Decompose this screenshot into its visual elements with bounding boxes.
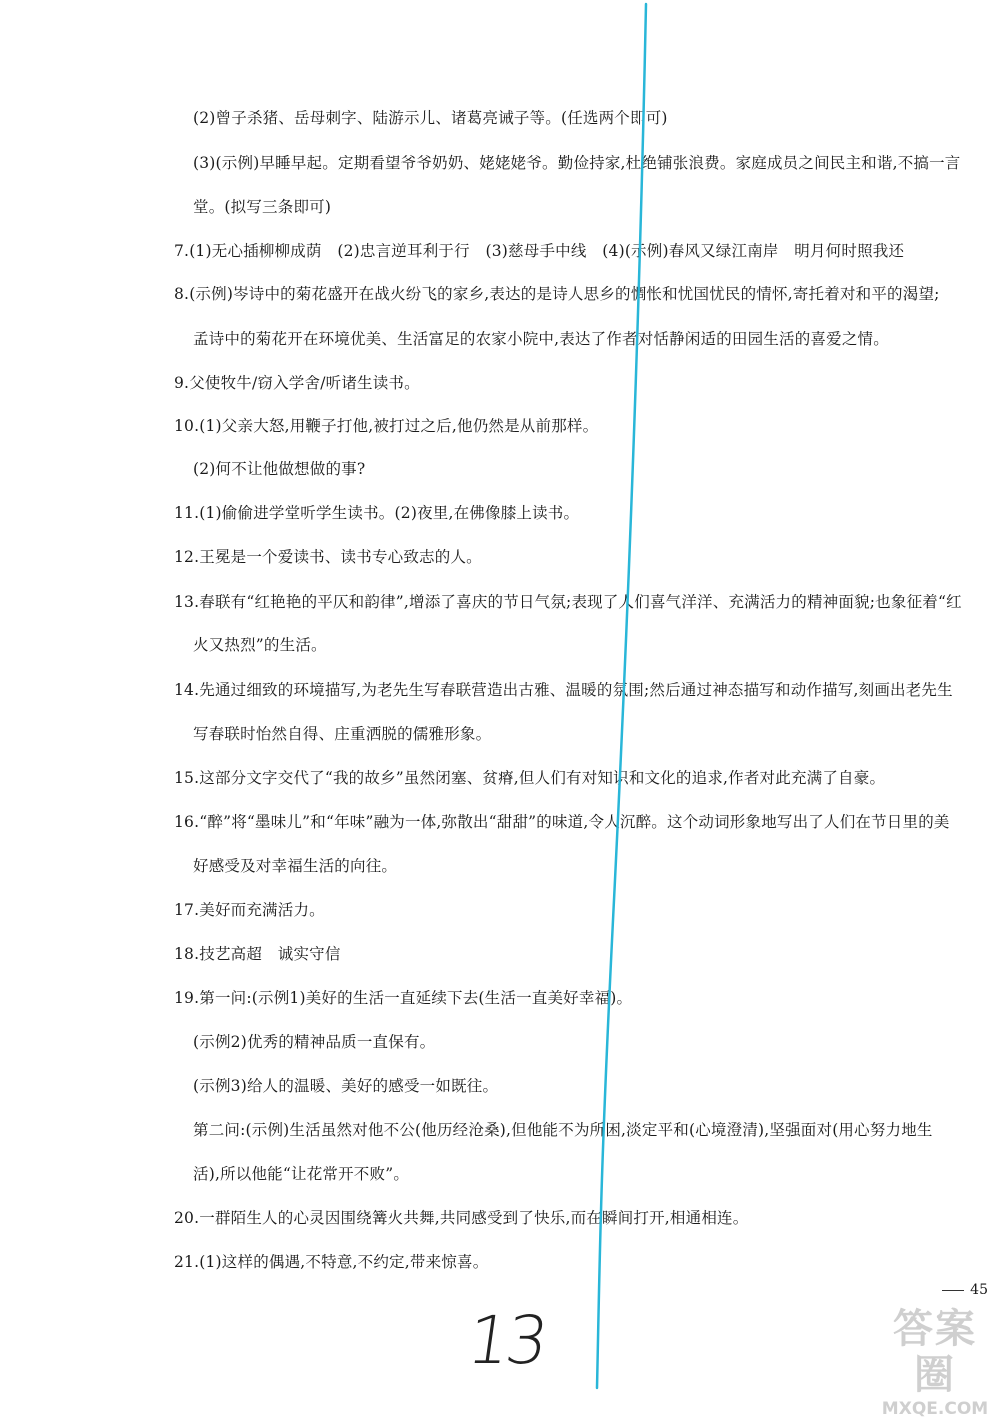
answer-line: 写春联时怡然自得、庄重洒脱的儒雅形象。	[193, 725, 492, 743]
answer-line: 14.先通过细致的环境描写,为老先生写春联营造出古雅、温暖的氛围;然后通过神态描写和动作描写,刻画出老先生	[174, 681, 953, 699]
answer-line: 21.(1)这样的偶遇,不特意,不约定,带来惊喜。	[174, 1253, 489, 1271]
answer-line: 15.这部分文字交代了“我的故乡”虽然闭塞、贫瘠,但人们有对知识和文化的追求,作者对此充满了自豪。	[174, 769, 886, 787]
answer-line: 12.王冕是一个爱读书、读书专心致志的人。	[174, 548, 482, 566]
handwritten-number: 13	[462, 1302, 550, 1379]
answer-line: 8.(示例)岑诗中的菊花盛开在战火纷飞的家乡,表达的是诗人思乡的惆怅和忧国忧民的情怀,寄托着对和平的渴望;	[174, 285, 940, 303]
answer-line: (2)曾子杀猪、岳母刺字、陆游示儿、诸葛亮诫子等。(任选两个即可)	[193, 109, 668, 127]
answer-line: 13.春联有“红艳艳的平仄和韵律”,增添了喜庆的节日气氛;表现了人们喜气洋洋、充满活力的精神面貌;也象征着“红	[174, 593, 962, 611]
answer-line: (示例3)给人的温暖、美好的感受一如既往。	[193, 1077, 499, 1095]
answer-line: 11.(1)偷偷进学堂听学生读书。(2)夜里,在佛像膝上读书。	[174, 504, 580, 522]
answer-line: 10.(1)父亲大怒,用鞭子打他,被打过之后,他仍然是从前那样。	[174, 417, 599, 435]
pen-line	[597, 4, 646, 1388]
answer-line: 19.第一问:(示例1)美好的生活一直延续下去(生活一直美好幸福)。	[174, 989, 633, 1007]
answer-line: 16.“醉”将“墨味儿”和“年味”融为一体,弥散出“甜甜”的味道,令人沉醉。这个动词形象地写出了人们在节日里的美	[174, 813, 950, 831]
answer-line: (2)何不让他做想做的事?	[193, 460, 366, 478]
answer-line: 18.技艺高超 诚实守信	[174, 945, 341, 963]
answer-line: 17.美好而充满活力。	[174, 901, 325, 919]
answer-line: 第二问:(示例)生活虽然对他不公(他历经沧桑),但他能不为所困,淡定平和(心境澄清),坚强面对(用心努力地生	[193, 1121, 933, 1139]
answer-line: 7.(1)无心插柳柳成荫 (2)忠言逆耳利于行 (3)慈母手中线 (4)(示例)春风又绿江南岸 明月何时照我还	[174, 242, 905, 260]
watermark-top-text: 答案圈	[893, 1306, 977, 1398]
answer-line: 9.父使牧牛/窃入学舍/听诸生读书。	[174, 374, 420, 392]
answer-line: 火又热烈”的生活。	[193, 636, 327, 654]
answer-line: 堂。(拟写三条即可)	[193, 198, 332, 216]
watermark-bottom-text: MXQE.COM	[881, 1399, 989, 1419]
page-number-value: 45	[970, 1282, 988, 1298]
answer-line: 孟诗中的菊花开在环境优美、生活富足的农家小院中,表达了作者对恬静闲适的田园生活的喜爱之情。	[193, 330, 889, 348]
answer-line: (示例2)优秀的精神品质一直保有。	[193, 1033, 436, 1051]
answer-line: 20.一群陌生人的心灵因围绕篝火共舞,共同感受到了快乐,而在瞬间打开,相通相连。	[174, 1209, 749, 1227]
answer-line: 活),所以他能“让花常开不败”。	[193, 1165, 410, 1183]
answer-line: (3)(示例)早睡早起。定期看望爷爷奶奶、姥姥姥爷。勤俭持家,杜绝铺张浪费。家庭成员之间民主和谐,不搞一言	[193, 154, 961, 172]
answer-line: 好感受及对幸福生活的向往。	[193, 857, 398, 875]
